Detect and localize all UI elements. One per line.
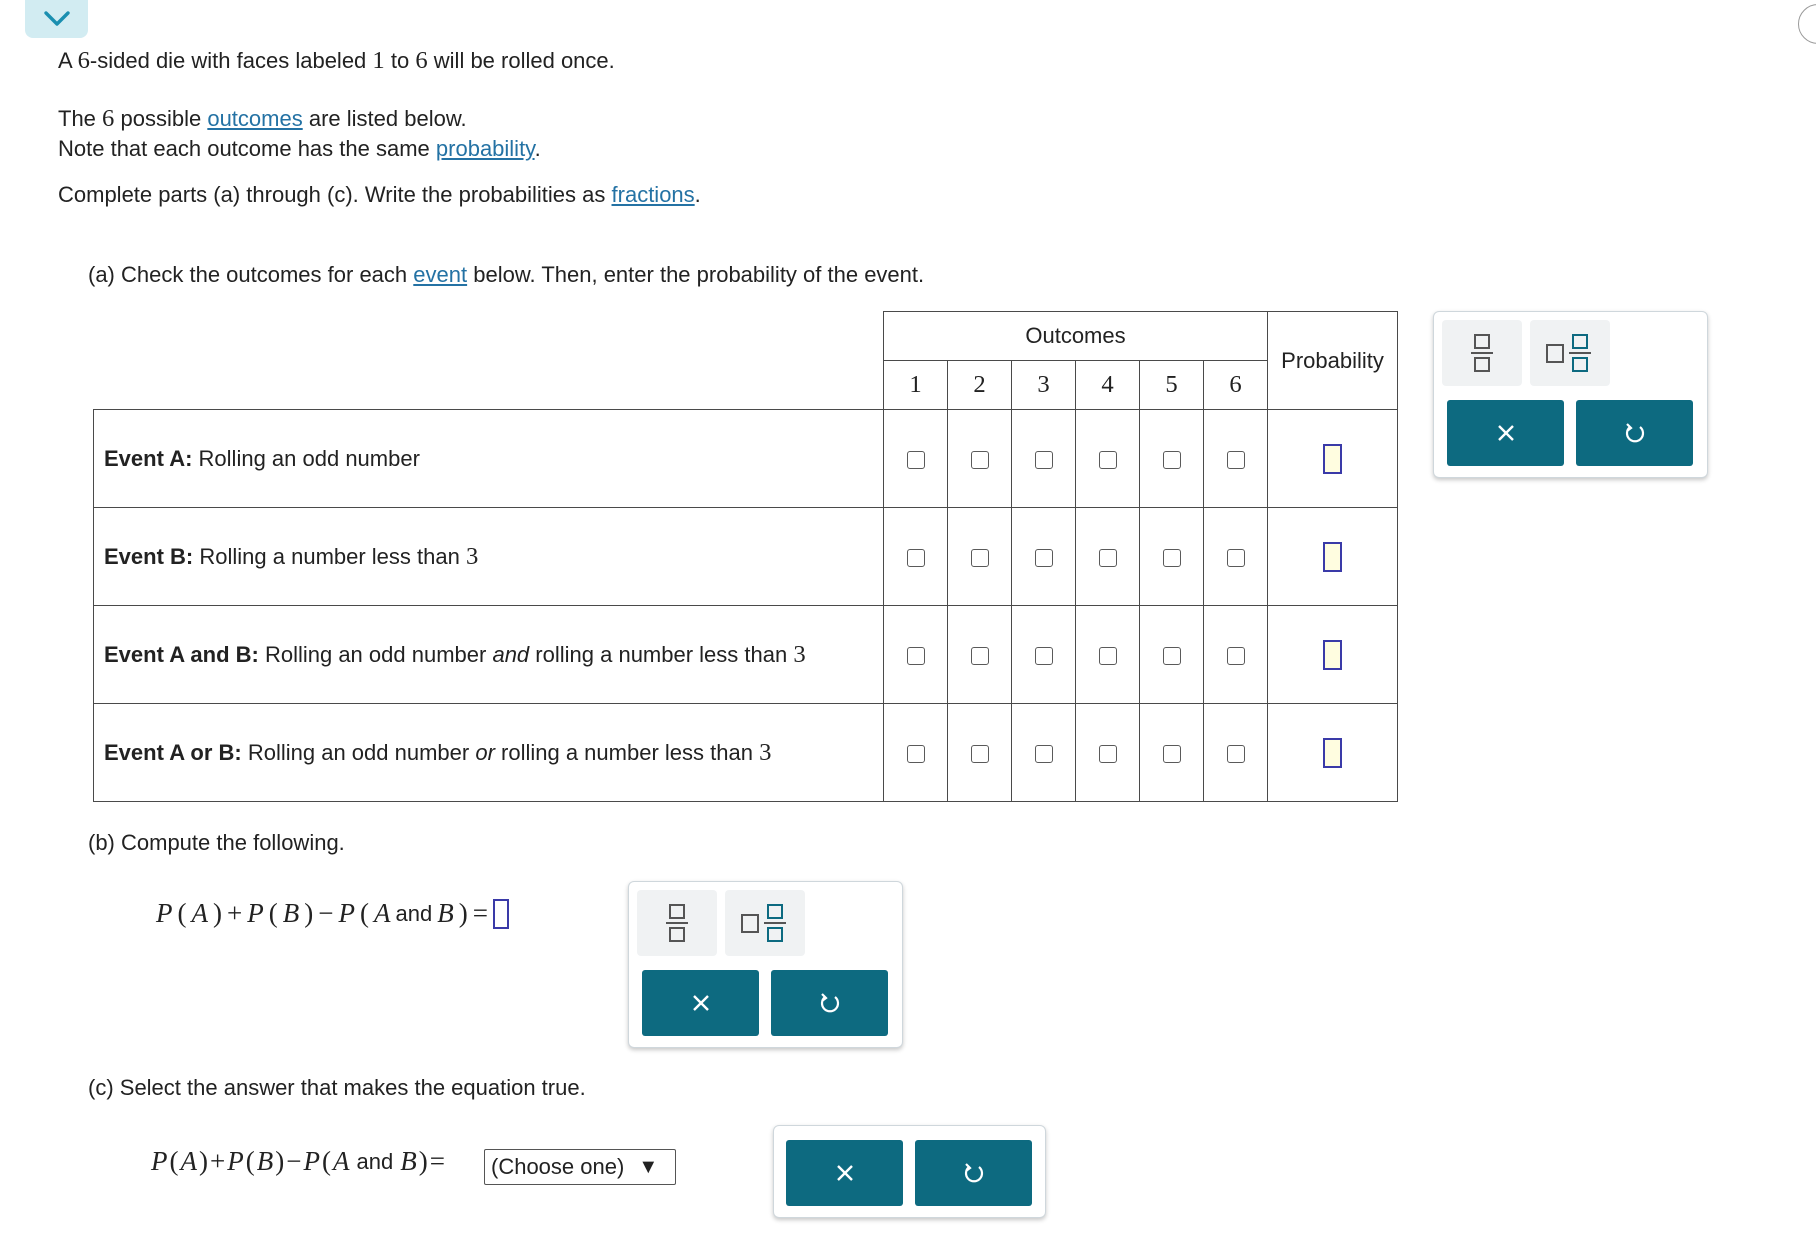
close-icon	[1496, 423, 1516, 443]
event-a-and-b-outcome-2-checkbox[interactable]	[971, 647, 989, 665]
event-b-outcome-2-checkbox[interactable]	[971, 549, 989, 567]
event-b-label: Event B: Rolling a number less than 3	[94, 508, 884, 606]
outcome-label-5: 5	[1140, 361, 1204, 410]
table-row	[94, 508, 1398, 606]
event-a-and-b-label: Event A and B: Rolling an odd number and rolling a number less than 3	[94, 606, 884, 704]
event-a-or-b-outcome-4-checkbox[interactable]	[1099, 745, 1117, 763]
outcomes-link[interactable]: outcomes	[207, 106, 303, 131]
intro-line-3: Note that each outcome has the same probability.	[58, 136, 541, 161]
mixed-number-icon	[1530, 320, 1610, 386]
event-a-or-b-probability-input[interactable]	[1323, 738, 1342, 768]
part-b-instruction: (b) Compute the following.	[88, 830, 345, 855]
event-b-probability-input[interactable]	[1323, 542, 1342, 572]
undo-icon	[1624, 422, 1646, 444]
event-b-outcome-1-checkbox[interactable]	[907, 549, 925, 567]
event-a-and-b-outcome-6-checkbox[interactable]	[1227, 647, 1245, 665]
close-icon	[691, 993, 711, 1013]
clear-button[interactable]	[642, 970, 759, 1036]
fraction-template-button[interactable]	[1442, 320, 1522, 386]
clear-button[interactable]	[786, 1140, 903, 1206]
undo-button[interactable]	[1576, 400, 1693, 466]
undo-button[interactable]	[771, 970, 888, 1036]
outcome-label-3: 3	[1012, 361, 1076, 410]
table-corner	[94, 312, 884, 410]
fraction-icon	[1442, 320, 1522, 386]
clear-button[interactable]	[1447, 400, 1564, 466]
event-a-or-b-outcome-3-checkbox[interactable]	[1035, 745, 1053, 763]
outcomes-header: Outcomes	[884, 312, 1268, 361]
event-a-or-b-outcome-2-checkbox[interactable]	[971, 745, 989, 763]
part-b-expression: P ( A ) + P ( B ) − P ( A and B ) =	[156, 898, 509, 929]
fraction-template-button[interactable]	[637, 890, 717, 956]
collapse-toggle[interactable]	[25, 0, 88, 38]
event-a-outcome-2-checkbox[interactable]	[971, 451, 989, 469]
table-row	[94, 606, 1398, 704]
event-a-or-b-outcome-1-checkbox[interactable]	[907, 745, 925, 763]
intro-line-2: The 6 possible outcomes are listed below.	[58, 105, 467, 132]
table-row	[94, 410, 1398, 508]
mixed-number-template-button[interactable]	[1530, 320, 1610, 386]
intro-line-1: A 6-sided die with faces labeled 1 to 6 will be rolled once.	[58, 47, 615, 74]
outcome-label-6: 6	[1204, 361, 1268, 410]
event-a-outcome-4-checkbox[interactable]	[1099, 451, 1117, 469]
event-a-or-b-outcome-5-checkbox[interactable]	[1163, 745, 1181, 763]
event-link[interactable]: event	[413, 262, 468, 287]
probability-link[interactable]: probability	[435, 136, 535, 161]
event-b-outcome-4-checkbox[interactable]	[1099, 549, 1117, 567]
dropdown-arrow-icon: ▼	[638, 1155, 659, 1178]
probability-header: Probability	[1268, 312, 1398, 410]
help-button[interactable]	[1798, 4, 1816, 44]
event-a-outcome-6-checkbox[interactable]	[1227, 451, 1245, 469]
event-b-outcome-5-checkbox[interactable]	[1163, 549, 1181, 567]
part-b-keypad	[628, 881, 903, 1048]
undo-icon	[819, 992, 841, 1014]
outcome-label-1: 1	[884, 361, 948, 410]
event-a-and-b-probability-input[interactable]	[1323, 640, 1342, 670]
intro-line-4: Complete parts (a) through (c). Write the probabilities as fractions.	[58, 182, 701, 207]
event-a-and-b-outcome-4-checkbox[interactable]	[1099, 647, 1117, 665]
event-a-and-b-outcome-5-checkbox[interactable]	[1163, 647, 1181, 665]
mixed-number-icon	[725, 890, 805, 956]
event-a-outcome-5-checkbox[interactable]	[1163, 451, 1181, 469]
event-a-label: Event A: Rolling an odd number	[94, 410, 884, 508]
outcome-label-2: 2	[948, 361, 1012, 410]
event-a-and-b-outcome-3-checkbox[interactable]	[1035, 647, 1053, 665]
mixed-number-template-button[interactable]	[725, 890, 805, 956]
event-a-outcome-1-checkbox[interactable]	[907, 451, 925, 469]
event-a-or-b-label: Event A or B: Rolling an odd number or rolling a number less than 3	[94, 704, 884, 802]
chevron-down-icon	[43, 10, 71, 28]
outcome-label-4: 4	[1076, 361, 1140, 410]
part-c-keypad	[773, 1125, 1046, 1218]
fractions-link[interactable]: fractions	[611, 182, 695, 207]
part-c-instruction: (c) Select the answer that makes the equation true.	[88, 1075, 586, 1100]
event-b-outcome-3-checkbox[interactable]	[1035, 549, 1053, 567]
event-a-outcome-3-checkbox[interactable]	[1035, 451, 1053, 469]
close-icon	[835, 1163, 855, 1183]
choose-one-select[interactable]	[484, 1149, 676, 1185]
outcomes-table	[93, 311, 1398, 802]
undo-icon	[963, 1162, 985, 1184]
event-a-or-b-outcome-6-checkbox[interactable]	[1227, 745, 1245, 763]
select-value: (Choose one)	[491, 1154, 625, 1179]
part-a-instruction: (a) Check the outcomes for each event below. Then, enter the probability of the event.	[88, 262, 925, 287]
event-a-and-b-outcome-1-checkbox[interactable]	[907, 647, 925, 665]
part-c-expression: P ( A ) + P ( B ) − P ( A and B ) =	[151, 1146, 445, 1176]
part-a-keypad	[1433, 311, 1708, 478]
table-row	[94, 704, 1398, 802]
part-b-answer-input[interactable]	[493, 899, 509, 929]
undo-button[interactable]	[915, 1140, 1032, 1206]
event-a-probability-input[interactable]	[1323, 444, 1342, 474]
fraction-icon	[637, 890, 717, 956]
event-b-outcome-6-checkbox[interactable]	[1227, 549, 1245, 567]
